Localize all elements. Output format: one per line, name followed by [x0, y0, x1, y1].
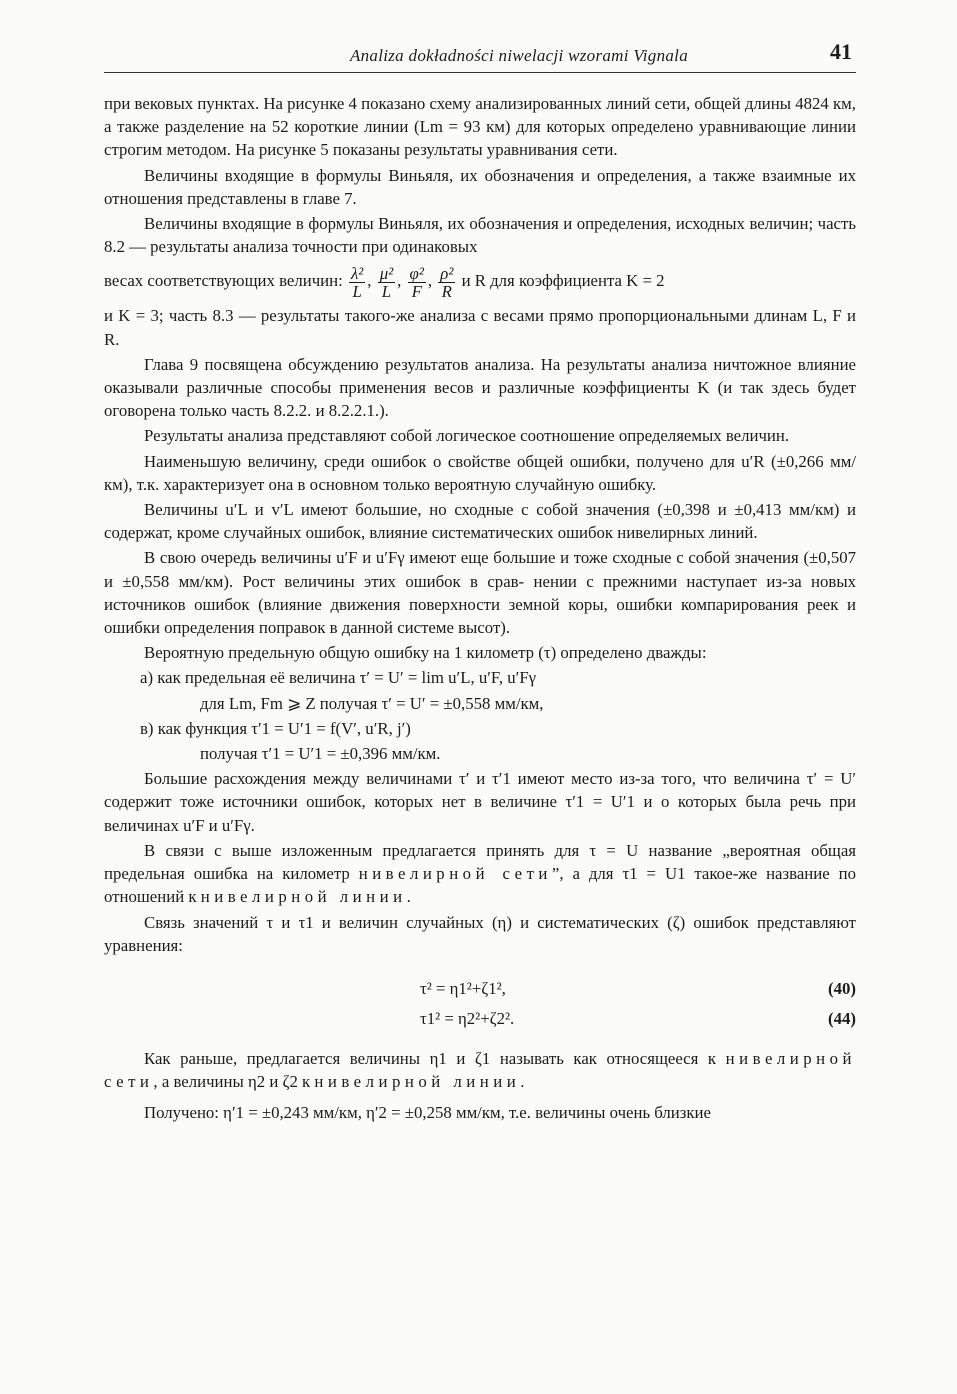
spaced-term-line-2: нивелирной линии — [314, 1072, 521, 1092]
paragraph-14 — [104, 911, 856, 957]
equation-44-number: (44) — [828, 1008, 856, 1028]
equation-40 — [104, 973, 856, 1003]
weights-lead: весах соответствующих величин: — [104, 271, 343, 291]
paragraph-13-text-b: ”, а для τ1 = U1 такое-же название по отношений к — [104, 864, 857, 907]
paragraph-14-line-1: Связь значений τ и τ1 и величин случайных (η) и систематических (ζ) ошибок — [144, 912, 749, 932]
paragraph-7-line-1: Наименьшую величину, среди ошибок о свойстве общей ошибки, получено — [144, 451, 704, 471]
paragraph-16: Получено: η′1 = ±0,243 мм/км, η′2 = ±0,258 мм/км, т.е. величины очень близкие — [144, 1103, 711, 1123]
paragraph-1: при вековых пунктах. На рисунке 4 показано схему анализированных линий сети, общей длины 4824 км, а также разделение на 52 короткие линии (Lm = 93 км) для которых определено уравнивающие линии строгим методом. На рисунке 5 показаны результаты уравнивания сети. — [104, 94, 856, 160]
paragraph-6: Результаты анализа представляют собой логическое соотношение определяемых величин. — [144, 426, 790, 446]
page-number: 41 — [830, 39, 852, 64]
paragraph-15-text-b: , а величины η2 и ζ2 к — [153, 1072, 311, 1092]
equation-40-formula: τ² = η1²+ζ1², — [420, 978, 506, 998]
item-a-result: для Lm, Fm ⩾ Z получая τ′ = U′ = ±0,558 мм/км, — [200, 693, 544, 713]
page-body — [104, 92, 856, 1127]
paragraph-2: Величины входящие в формулы Виньяля, их обозначения и определения, а также взаимные их отношения представлены в главе 7. — [104, 165, 856, 208]
paragraph-4: и K = 3; часть 8.3 — результаты такого-же анализа с весами прямо пропорциональными длинам L, F и R. — [104, 306, 856, 349]
paragraph-7-line-3: случайную ошибку. — [515, 474, 657, 494]
paragraph-13: В связи с выше изложенным предлагается принять для τ = U название „вероятная общая предельная ошибка на километр нивелирной сети”, а для τ1 = U1 такое-же название по отношений к нивелирной линии. — [104, 840, 857, 907]
item-b-result: получая τ′1 = U′1 = ±0,396 мм/км. — [200, 744, 441, 764]
paragraph-15: Как раньше, предлагается величины η1 и ζ1 называть как относящееся к нивелирной сети, а величины η2 и ζ2 к нивелирной линии. — [104, 1048, 856, 1092]
paragraph-9-rest: нении с прежними наступает из-за новых источников ошибок (влияние движения поверхности земной коры, ошибки компарирования реек и ошибки определения поправок в данной системе высот). — [104, 571, 856, 638]
fraction-lambda: $\frac{\text{λ²}}{L}$ — [350, 264, 364, 302]
paragraph-9 — [104, 546, 856, 639]
spaced-term-line: нивелирной линии — [200, 887, 407, 907]
fraction-rho: $\frac{\text{ρ²}}{R}$ — [440, 264, 454, 302]
item-a: а) как предельная её величина τ′ = U′ = lim u′L, u′F, u′Fγ — [140, 668, 537, 688]
paragraph-7 — [104, 450, 856, 496]
weights-tail: и R для коэффициента K = 2 — [461, 271, 665, 291]
paragraph-12: Большие расхождения между величинами τ′ и τ′1 имеют место из-за того, что величина τ′ = U′ содержит тоже источники ошибок, которых нет в величине τ′1 = U′1 и о которых была речь при величинах u′F и u′Fγ. — [104, 769, 856, 835]
paragraph-7-line-2: для u′R (±0,266 мм/км), т.к. характеризует она в основном только вероятную — [104, 451, 856, 494]
equation-44-formula: τ1² = η2²+ζ2². — [420, 1008, 515, 1028]
equation-44 — [104, 1003, 856, 1033]
paragraph-14-line-2: представляют уравнения: — [104, 912, 856, 955]
paragraph-10: Вероятную предельную общую ошибку на 1 километр (τ) определено дважды: — [144, 643, 707, 663]
page-header — [104, 38, 856, 73]
spaced-term-network: нивелирной сети — [358, 864, 552, 884]
item-b: в) как функция τ′1 = U′1 = f(V′, u′R, j′) — [140, 718, 411, 738]
paragraph-5: Глава 9 посвящена обсуждению результатов анализа. На результаты анализа ничтожное влияние оказывали различные способы применения весов и различные коэффициенты K (и так здесь будет оговорена только часть 8.2.2. и 8.2.2.1.). — [104, 354, 856, 421]
paragraph-9-line-1: В свою очередь величины u′F и u′Fγ имеют еще большие и тоже сходные — [144, 548, 672, 568]
equation-40-number: (40) — [828, 978, 856, 998]
paragraph-8 — [104, 498, 856, 544]
paragraph-13-text-a: В связи с выше изложенным предлагается принять для τ = U название „вероятная общая предельная ошибка на километр — [104, 840, 856, 884]
fraction-mu: $\frac{\text{μ²}}{L}$ — [379, 264, 394, 302]
paragraph-9-line-2: с собой значения (±0,507 и ±0,558 мм/км). Рост величины этих ошибок в срав- — [104, 548, 856, 591]
paragraph-8-line-1: Величины u′L и v′L имеют большие, но сходные с собой значения (±0,398 — [144, 500, 710, 520]
running-title: Analiza dokładności niwelacji wzorami Vignala — [349, 46, 688, 65]
weights-line: весах соответствующих величин: $\frac{\text{λ²}}{L}$ , $\frac{\text{μ²}}{L}$ , $\frac{\text{φ²}}{F}$ , $\frac{\text{ρ²}}{R}$ и R для коэффициента K = 2 — [104, 264, 665, 302]
paragraph-8-rest: и ±0,413 мм/км) и содержат, кроме случайных ошибок, влияние систематических ошибок нивелирных линий. — [104, 500, 856, 543]
fraction-phi: $\frac{\text{φ²}}{F}$ — [409, 264, 424, 302]
paragraph-15-text-a: Как раньше, предлагается величины η1 и ζ1 называть как относящееся к — [144, 1048, 717, 1068]
paragraph-3: Величины входящие в формулы Виньяля, их обозначения и определения, исходных величин; часть 8.2 — результаты анализа точности при одинаковых — [104, 214, 856, 257]
spaced-term-network-2: нивелирной сети — [104, 1048, 856, 1092]
